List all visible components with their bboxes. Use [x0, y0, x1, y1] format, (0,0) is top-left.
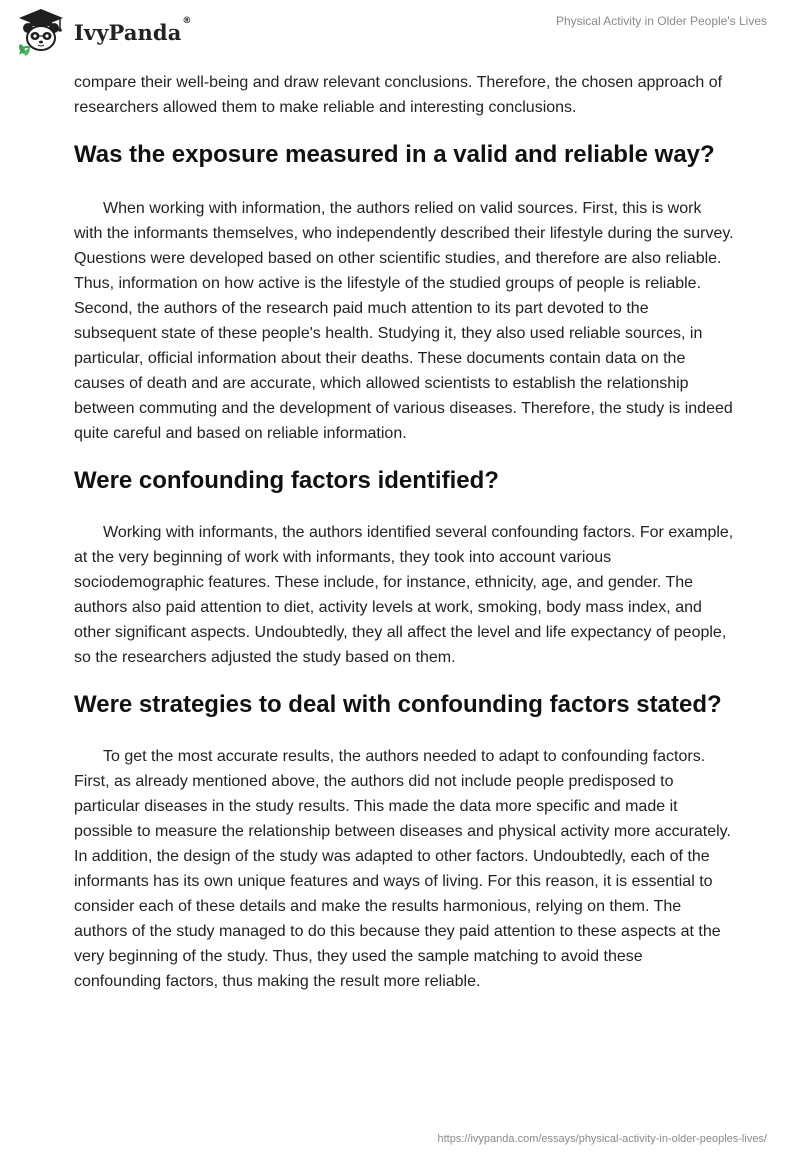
- ivypanda-logo[interactable]: [16, 8, 192, 56]
- brand-name: IvyPanda®: [74, 15, 192, 45]
- section-paragraph-confounding-identified: Working with informants, the authors identified several confounding factors. For example, at the very beginning of work with informants, they took into account various sociodemographic features. These include, for instance, ethnicity, age, and gender. The authors also paid attention to diet, activity levels at work, smoking, body mass index, and other significant aspects. Undoubtedly, they all affect the level and life expectancy of people, so the researchers adjusted the study based on them.: [74, 524, 734, 666]
- source-url[interactable]: https://ivypanda.com/essays/physical-activity-in-older-peoples-lives/: [437, 1133, 767, 1145]
- section-heading-confounding-identified: Were confounding factors identified?: [74, 467, 499, 494]
- panda-graduation-cap-icon: [16, 8, 66, 56]
- section-heading-exposure: Was the exposure measured in a valid and reliable way?: [74, 141, 715, 168]
- section-paragraph-exposure: When working with information, the authors relied on valid sources. First, this is work with the informants themselves, who independently described their lifestyle during the survey. Questions were developed based on other scientific studies, and therefore are also reliable. Thus, information on how active is the lifestyle of the studied groups of people is reliable. Second, the authors of the research paid much attention to its part devoted to the subsequent state of these people's health. Studying it, they also used reliable sources, in particular, official information about their deaths. These documents contain data on the causes of death and are accurate, which allowed scientists to establish the relationship between commuting and the development of various diseases. Therefore, the study is indeed quite careful and based on reliable information.: [74, 200, 734, 442]
- section-paragraph-confounding-strategies: To get the most accurate results, the authors needed to adapt to confounding factors. First, as already mentioned above, the authors did not include people predisposed to particular diseases in the study results. This made the data more specific and made it possible to measure the relationship between diseases and physical activity more accurately. In addition, the design of the study was adapted to other factors. Undoubtedly, each of the informants has its own unique features and ways of living. For this reason, it is essential to consider each of these details and make the results harmonious, relying on them. The authors of the study managed to do this because they paid attention to these aspects at the very beginning of the study. Thus, they used the sample matching to avoid these confounding factors, thus making the result more reliable.: [74, 748, 731, 990]
- document-title: Physical Activity in Older People's Lives: [555, 14, 767, 28]
- section-heading-confounding-strategies: Were strategies to deal with confounding factors stated?: [74, 691, 722, 718]
- essay-content: [74, 70, 734, 994]
- intro-paragraph: compare their well-being and draw relevant conclusions. Therefore, the chosen approach of researchers allowed them to make reliable and interesting conclusions.: [74, 74, 723, 116]
- registered-mark: ®: [182, 15, 192, 26]
- page-header: [0, 0, 800, 66]
